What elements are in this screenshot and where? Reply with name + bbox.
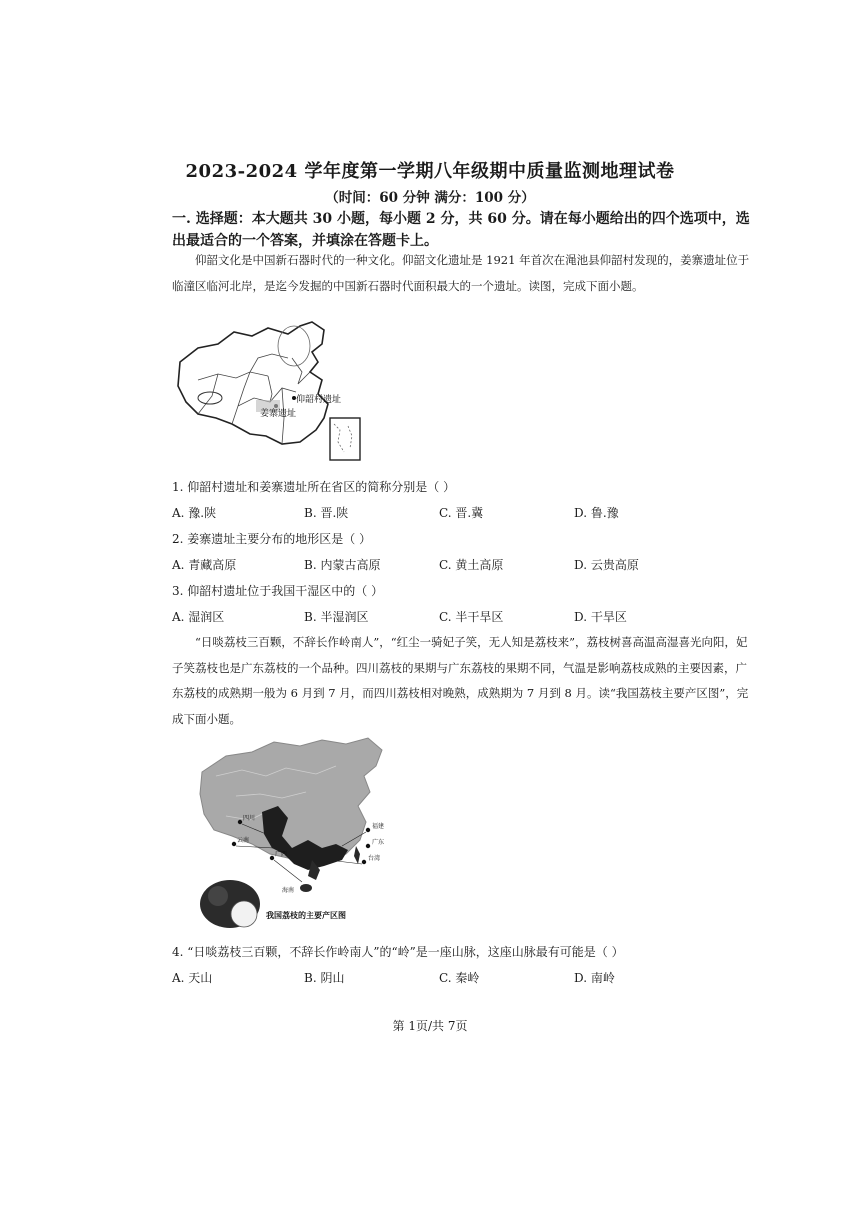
label-hainan: 海南 bbox=[282, 887, 295, 894]
question-3-stem: 3. 仰韶村遗址位于我国干湿区中的（ ） bbox=[172, 584, 384, 598]
question-2-stem: 2. 姜寨遗址主要分布的地形区是（ ） bbox=[172, 532, 372, 546]
label-jiangzhai-site: 姜寨遗址 bbox=[260, 409, 297, 419]
label-yangshao-site: 仰韶村遗址 bbox=[296, 395, 342, 405]
q2-option-d[interactable]: D. 云贵高原 bbox=[574, 558, 639, 572]
q3-option-a[interactable]: A. 湿润区 bbox=[172, 610, 225, 624]
q4-option-c[interactable]: C. 秦岭 bbox=[439, 971, 480, 985]
label-sichuan: 四川 bbox=[243, 815, 256, 822]
q4-option-d[interactable]: D. 南岭 bbox=[574, 971, 615, 985]
section-heading: 一. 选择题：本大题共 30 小题，每小题 2 分，共 60 分。请在每小题给出的四个选项中，选出最适合的一个答案，并填涂在答题卡上。 bbox=[172, 211, 750, 249]
q2-option-a[interactable]: A. 青藏高原 bbox=[172, 558, 237, 572]
q1-option-d[interactable]: D. 鲁.豫 bbox=[574, 506, 619, 520]
question-4-stem: 4. “日啖荔枝三百颗，不辞长作岭南人”的“岭”是一座山脉，这座山脉最有可能是（ ） bbox=[172, 945, 624, 959]
label-guangxi: 广西 bbox=[275, 851, 288, 858]
label-fujian: 福建 bbox=[372, 823, 385, 830]
q2-option-b[interactable]: B. 内蒙古高原 bbox=[304, 558, 381, 572]
q1-option-b[interactable]: B. 晋.陕 bbox=[304, 506, 349, 520]
q1-option-a[interactable]: A. 豫.陕 bbox=[172, 506, 217, 520]
q3-option-d[interactable]: D. 干旱区 bbox=[574, 610, 627, 624]
page-footer: 第 1页/共 7页 bbox=[392, 1019, 468, 1033]
passage-yangshao: 仰韶文化是中国新石器时代的一种文化。仰韶文化遗址是 1921 年首次在渑池县仰韶村发现的，姜寨遗址位于临潼区临河北岸，是迄今发掘的中国新石器时代面积最大的一个遗址。读图，完成下面小题。 bbox=[172, 253, 750, 293]
label-yunnan: 云南 bbox=[237, 837, 250, 844]
map-china-outline bbox=[172, 318, 372, 466]
map-caption: 我国荔枝的主要产区图 bbox=[266, 911, 346, 920]
label-taiwan: 台湾 bbox=[368, 855, 381, 862]
passage-lychee: “日啖荔枝三百颗，不辞长作岭南人”，“红尘一骑妃子笑，无人知是荔枝来”，荔枝树喜高温高湿喜光向阳，妃子笑荔枝也是广东荔枝的一个品种。四川荔枝的果期与广东荔枝的果期不同，气温是影响荔枝成熟的主要因素，广东荔枝的成熟期一般为 6 月到 7 月，而四川荔枝相对晚熟，成熟期为 7 月到 8 月。读“我国荔枝主要产区图”，完成下面小题。 bbox=[172, 635, 749, 726]
question-1-stem: 1. 仰韶村遗址和姜寨遗址所在省区的简称分别是（ ） bbox=[172, 480, 456, 494]
exam-subtitle: （时间：60 分钟 满分：100 分） bbox=[325, 190, 535, 206]
map-lychee-regions bbox=[196, 736, 386, 932]
hainan-island-shape bbox=[300, 884, 312, 892]
q4-option-b[interactable]: B. 阴山 bbox=[304, 971, 345, 985]
exam-title: 2023-2024 学年度第一学期八年级期中质量监测地理试卷 bbox=[185, 161, 675, 182]
q3-option-b[interactable]: B. 半湿润区 bbox=[304, 610, 369, 624]
q3-option-c[interactable]: C. 半干旱区 bbox=[439, 610, 504, 624]
label-guangdong: 广东 bbox=[372, 839, 385, 846]
q2-option-c[interactable]: C. 黄土高原 bbox=[439, 558, 504, 572]
q4-option-a[interactable]: A. 天山 bbox=[172, 971, 213, 985]
lychee-illustration bbox=[200, 880, 260, 928]
q1-option-c[interactable]: C. 晋.冀 bbox=[439, 506, 484, 520]
